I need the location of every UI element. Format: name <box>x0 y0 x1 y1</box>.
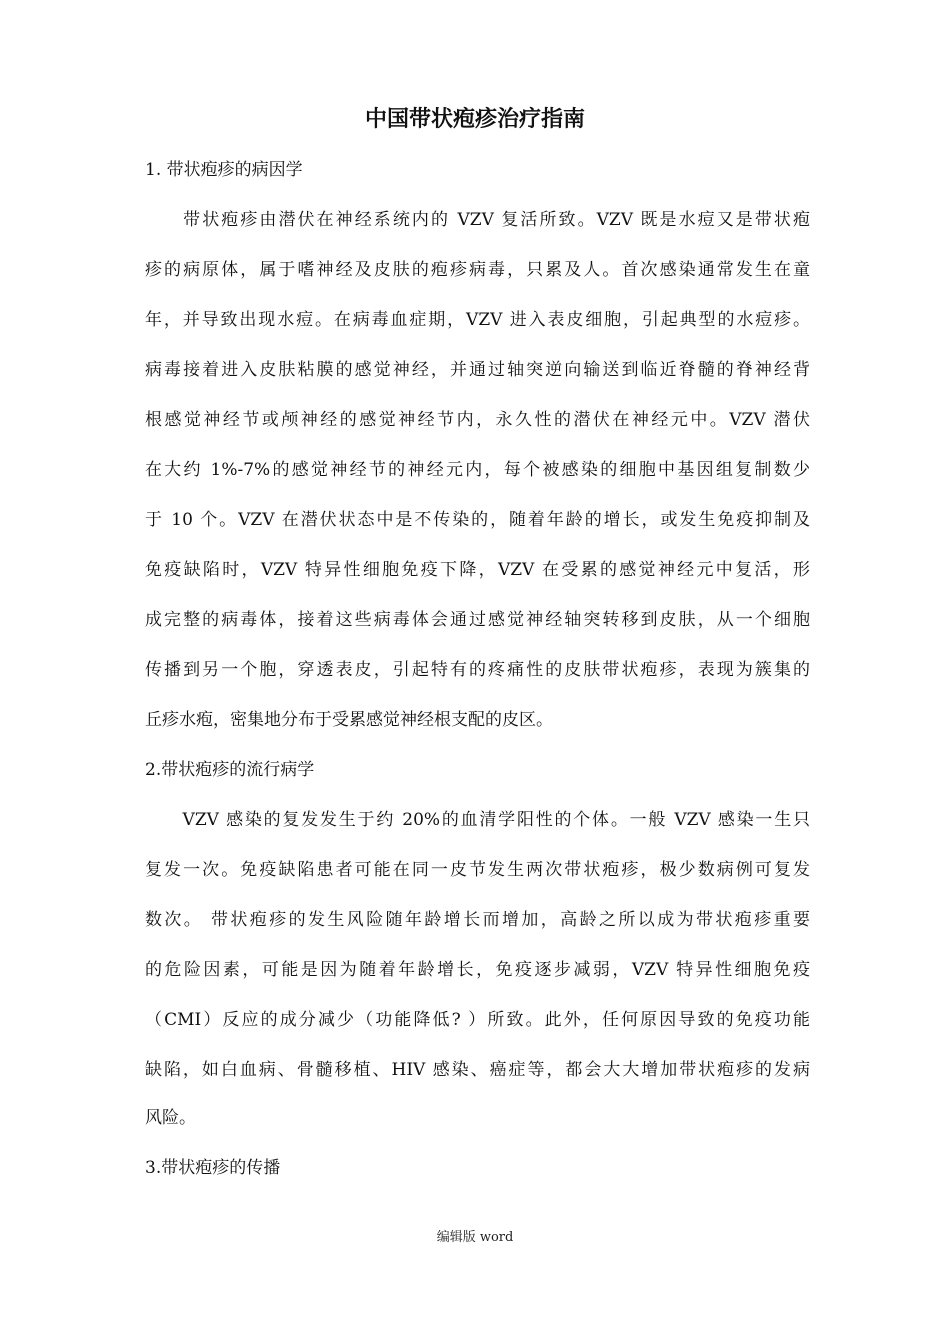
page-footer: 编辑版 word <box>436 1230 514 1245</box>
paragraph-line: 风险。 <box>145 1108 196 1128</box>
paragraph-line: 疹的病原体，属于嗜神经及皮肤的疱疹病毒，只累及人。首次感染通常发生在童 <box>145 260 810 280</box>
paragraph-line: 在大约 1%-7%的感觉神经节的神经元内，每个被感染的细胞中基因组复制数少 <box>145 460 810 480</box>
paragraph-line: 丘疹水疱，密集地分布于受累感觉神经根支配的皮区。 <box>145 710 553 730</box>
paragraph-line: 病毒接着进入皮肤粘膜的感觉神经，并通过轴突逆向输送到临近脊髓的脊神经背 <box>145 360 810 380</box>
paragraph-line: 免疫缺陷时，VZV 特异性细胞免疫下降，VZV 在受累的感觉神经元中复活，形 <box>145 560 810 580</box>
paragraph-line: 带状疱疹由潜伏在神经系统内的 VZV 复活所致。VZV 既是水痘又是带状疱 <box>145 210 810 230</box>
paragraph-line: 于 10 个。VZV 在潜伏状态中是不传染的，随着年龄的增长，或发生免疫抑制及 <box>145 510 810 530</box>
paragraph-line: 的危险因素，可能是因为随着年龄增长，免疫逐步减弱，VZV 特异性细胞免疫 <box>145 960 810 980</box>
section-heading-2: 2.带状疱疹的流行病学 <box>145 760 315 780</box>
paragraph-line: 复发一次。免疫缺陷患者可能在同一皮节发生两次带状疱疹，极少数病例可复发 <box>145 860 810 880</box>
section-heading-3: 3.带状疱疹的传播 <box>145 1158 281 1178</box>
paragraph-line: 缺陷，如白血病、骨髓移植、HIV 感染、癌症等，都会大大增加带状疱疹的发病 <box>145 1060 810 1080</box>
document-title: 中国带状疱疹治疗指南 <box>364 107 585 132</box>
paragraph-line: 传播到另一个胞，穿透表皮，引起特有的疼痛性的皮肤带状疱疹，表现为簇集的 <box>145 660 810 680</box>
paragraph-line: VZV 感染的复发发生于约 20%的血清学阳性的个体。一般 VZV 感染一生只 <box>145 810 810 830</box>
paragraph-line: （CMI）反应的成分减少（功能降低? ）所致。此外，任何原因导致的免疫功能 <box>145 1010 810 1030</box>
paragraph-line: 根感觉神经节或颅神经的感觉神经节内，永久性的潜伏在神经元中。VZV 潜伏 <box>145 410 810 430</box>
paragraph-line: 成完整的病毒体，接着这些病毒体会通过感觉神经轴突转移到皮肤，从一个细胞 <box>145 610 810 630</box>
paragraph-line: 数次。 带状疱疹的发生风险随年龄增长而增加，高龄之所以成为带状疱疹重要 <box>145 910 810 930</box>
paragraph-line: 年，并导致出现水痘。在病毒血症期，VZV 进入表皮细胞，引起典型的水痘疹。 <box>145 310 810 330</box>
section-heading-1: 1. 带状疱疹的病因学 <box>145 160 303 180</box>
